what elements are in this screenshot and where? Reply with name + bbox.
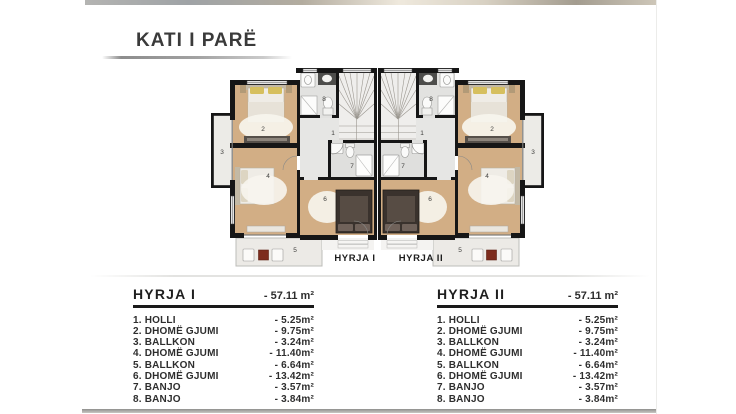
legend-divider-line	[133, 305, 314, 308]
room-number: 8	[429, 96, 433, 103]
legend-total-area: - 57.11 m²	[567, 290, 618, 302]
legend-rows	[437, 315, 618, 405]
room-number: 3	[220, 149, 224, 156]
legend-row: 2. DHOMË GJUMI - 9.75m²	[133, 325, 314, 337]
entrance-2-label: HYRJA II	[398, 253, 444, 264]
room-number: 7	[401, 163, 405, 170]
room-number: 2	[490, 126, 494, 133]
legend-total-area: - 57.11 m²	[263, 290, 314, 302]
legend-row: 1. HOLLI - 5.25m²	[437, 314, 618, 326]
legend-header	[133, 286, 314, 302]
legend-hyrja-1	[133, 286, 314, 405]
room-number: 2	[261, 126, 265, 133]
legend-row: 4. DHOMË GJUMI - 11.40m²	[133, 348, 314, 360]
legend-title: HYRJA I	[133, 286, 197, 302]
legend-row: 3. BALLKON - 3.24m²	[133, 337, 314, 349]
legend-hyrja-2	[437, 286, 618, 405]
legend-row: 7. BANJO - 3.57m²	[437, 382, 618, 394]
page-title: KATI I PARË	[136, 30, 258, 51]
room-number: 6	[323, 196, 327, 203]
room-number: 1	[420, 130, 424, 137]
room-number: 3	[531, 149, 535, 156]
legend-row: 7. BANJO - 3.57m²	[133, 382, 314, 394]
legend-row: 1. HOLLI - 5.25m²	[133, 314, 314, 326]
room-number: 6	[428, 196, 432, 203]
legend-divider-line	[437, 305, 618, 308]
room-number: 4	[266, 173, 270, 180]
room-number: 5	[293, 247, 297, 254]
legend-row: 6. DHOMË GJUMI - 13.42m²	[133, 370, 314, 382]
legend-row: 3. BALLKON - 3.24m²	[437, 337, 618, 349]
room-number: 5	[458, 247, 462, 254]
legend-row: 6. DHOMË GJUMI - 13.42m²	[437, 370, 618, 382]
legend-row: 8. BANJO - 3.84m²	[437, 393, 618, 405]
legend-row: 2. DHOMË GJUMI - 9.75m²	[437, 325, 618, 337]
room-number: 4	[485, 173, 489, 180]
legend-title: HYRJA II	[437, 286, 506, 302]
legend-rows	[133, 315, 314, 405]
legend-row: 4. DHOMË GJUMI - 11.40m²	[437, 348, 618, 360]
room-number: 8	[322, 96, 326, 103]
entrance-1-label: HYRJA I	[334, 253, 376, 264]
room-number: 1	[331, 130, 335, 137]
legend-row: 5. BALLKON - 6.64m²	[133, 359, 314, 371]
legend-row: 5. BALLKON - 6.64m²	[437, 359, 618, 371]
legend-row: 8. BANJO - 3.84m²	[133, 393, 314, 405]
room-number: 7	[350, 163, 354, 170]
legend-header	[437, 286, 618, 302]
